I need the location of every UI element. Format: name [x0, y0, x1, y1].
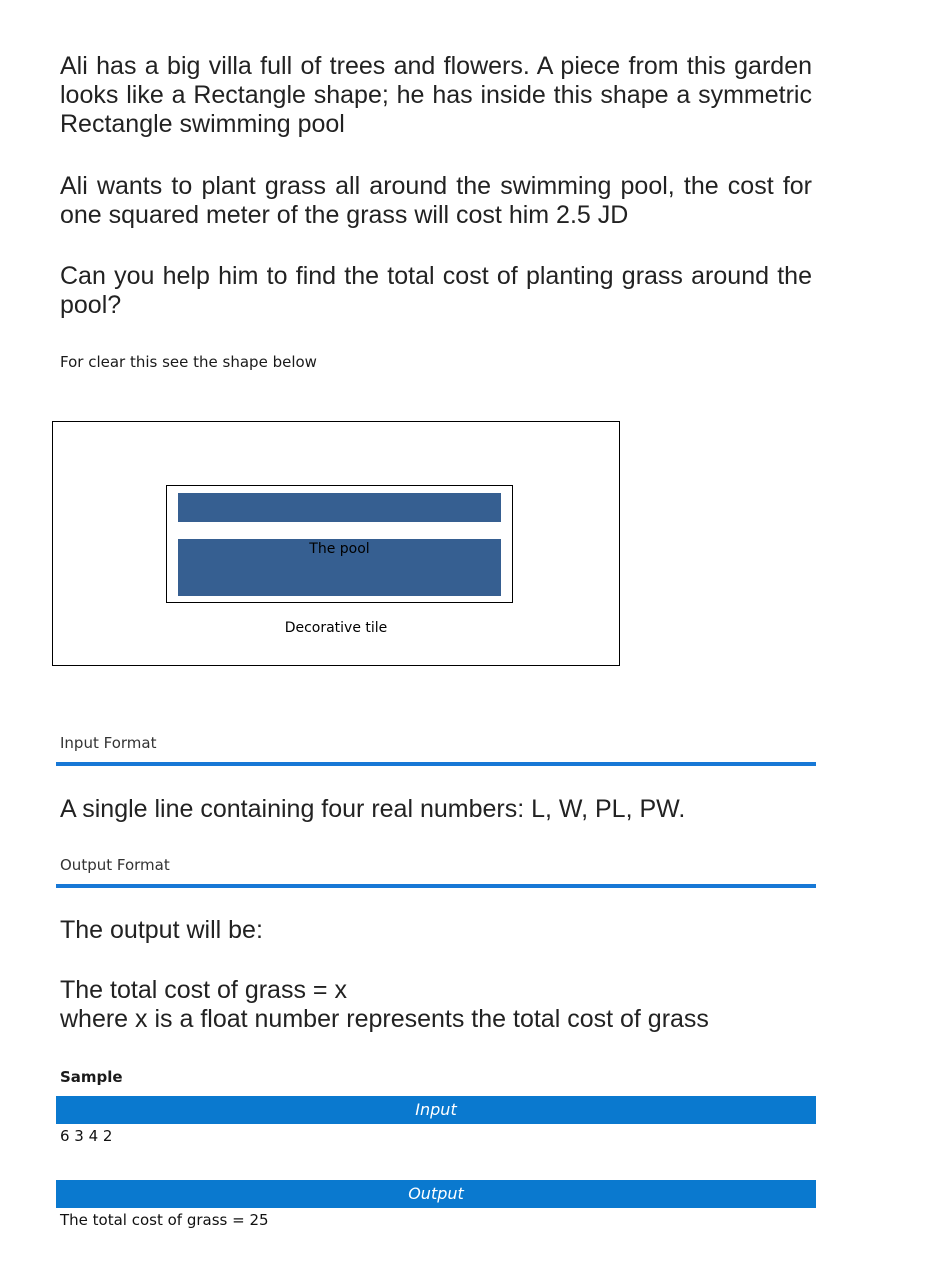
sample-output-value[interactable]: The total cost of grass = 25: [60, 1211, 269, 1229]
pool-rectangle: [178, 539, 501, 596]
sample-input-header: Input: [56, 1096, 816, 1124]
output-format-line1: The output will be:: [60, 916, 263, 944]
sample-title: Sample: [60, 1068, 123, 1086]
garden-diagram: [52, 421, 620, 666]
sample-input-value[interactable]: 6 3 4 2: [60, 1127, 113, 1145]
decorative-tile-border: [166, 485, 513, 603]
output-format-line2: The total cost of grass = x: [60, 976, 347, 1004]
input-format-text: A single line containing four real numbers: L, W, PL, PW.: [60, 795, 686, 823]
sample-output-header: Output: [56, 1180, 816, 1208]
output-format-heading: Output Format: [60, 856, 170, 874]
cost-paragraph: Ali wants to plant grass all around the swimming pool, the cost for one squared meter of the grass will cost him 2.5 JD: [60, 172, 812, 229]
question-paragraph: Can you help him to find the total cost of planting grass around the pool?: [60, 262, 812, 319]
output-format-line3: where x is a float number represents the total cost of grass: [60, 1005, 709, 1033]
input-format-divider: [56, 762, 816, 766]
shape-note: For clear this see the shape below: [60, 353, 317, 371]
input-format-heading: Input Format: [60, 734, 157, 752]
pool-top-strip: [178, 493, 501, 522]
pool-label: The pool: [309, 541, 370, 557]
decorative-tile-label: Decorative tile: [284, 620, 388, 636]
intro-paragraph: Ali has a big villa full of trees and flowers. A piece from this garden looks like a Rectangle shape; he has inside this shape a symmetric Rectangle swimming pool: [60, 52, 812, 138]
output-format-divider: [56, 884, 816, 888]
